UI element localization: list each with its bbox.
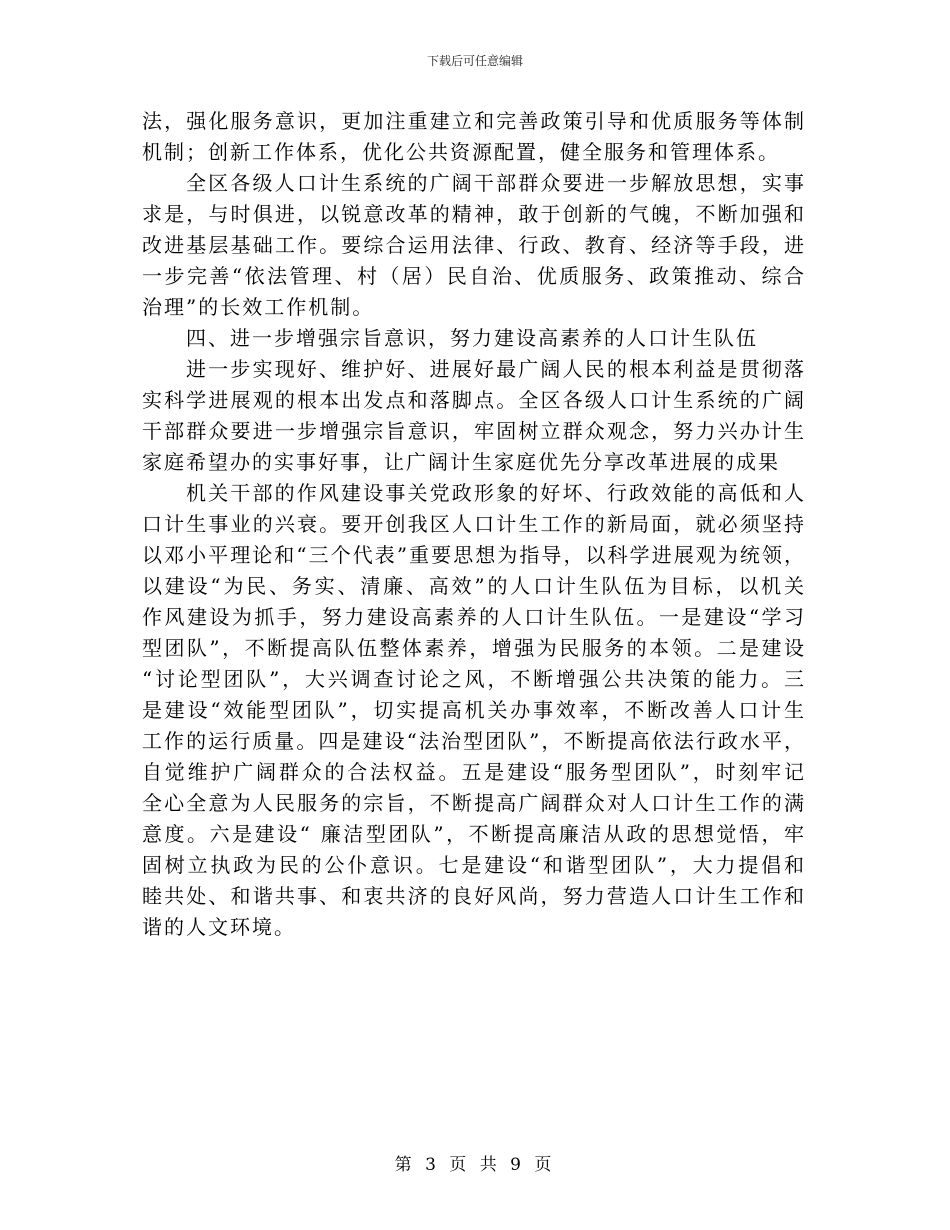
text-line: 睦共处、和谐共事、和衷共济的良好风尚，努力营造人口计生工作和 bbox=[142, 884, 806, 908]
text-line: 进一步实现好、维护好、进展好最广阔人民的根本利益是贯彻落 bbox=[186, 357, 806, 381]
text-line: 意度。六是建设“ 廉洁型团队”，不断提高廉洁从政的思想觉悟，牢 bbox=[142, 822, 806, 846]
text-line: 家庭希望办的实事好事，让广阔计生家庭优先分享改革进展的成果 bbox=[142, 450, 780, 474]
text-line: 机制；创新工作体系，优化公共资源配置，健全服务和管理体系。 bbox=[142, 140, 780, 164]
section-heading bbox=[142, 323, 806, 354]
text-line: 以建设“为民、务实、清廉、高效”的人口计生队伍为目标，以机关 bbox=[142, 574, 806, 598]
text-line: 干部群众要进一步增强宗旨意识，牢固树立群众观念，努力兴办计生 bbox=[142, 419, 806, 443]
text-line: 是建设“效能型团队”，切实提高机关办事效率，不断改善人口计生 bbox=[142, 698, 806, 722]
text-line: 全心全意为人民服务的宗旨，不断提高广阔群众对人口计生工作的满 bbox=[142, 791, 806, 815]
text-line: 以邓小平理论和“三个代表”重要思想为指导，以科学进展观为统领， bbox=[142, 543, 806, 567]
text-line: 口计生事业的兴衰。要开创我区人口计生工作的新局面，就必须坚持 bbox=[142, 512, 806, 536]
paragraph bbox=[142, 168, 806, 323]
text-line: 四、进一步增强宗旨意识，努力建设高素养的人口计生队伍 bbox=[186, 326, 758, 350]
text-line: 全区各级人口计生系统的广阔干部群众要进一步解放思想，实事 bbox=[186, 171, 806, 195]
paragraph bbox=[142, 478, 806, 943]
text-line: 求是，与时俱进，以锐意改革的精神，敢于创新的气魄，不断加强和 bbox=[142, 202, 806, 226]
page-number: 第 3 页 共 9 页 bbox=[394, 1155, 556, 1175]
text-line: 法，强化服务意识，更加注重建立和完善政策引导和优质服务等体制 bbox=[142, 109, 806, 133]
page-header: 下载后可任意编辑 bbox=[426, 54, 523, 68]
text-line: 工作的运行质量。四是建设“法治型团队”，不断提高依法行政水平， bbox=[142, 729, 806, 753]
paragraph bbox=[142, 106, 806, 168]
text-line: 谐的人文环境。 bbox=[142, 915, 296, 939]
text-line: 机关干部的作风建设事关党政形象的好坏、行政效能的高低和人 bbox=[186, 481, 806, 505]
text-line: “讨论型团队”，大兴调查讨论之风，不断增强公共决策的能力。三 bbox=[142, 667, 806, 691]
text-line: 固树立执政为民的公仆意识。七是建设“和谐型团队”，大力提倡和 bbox=[142, 853, 806, 877]
text-line: 实科学进展观的根本出发点和落脚点。全区各级人口计生系统的广阔 bbox=[142, 388, 806, 412]
text-line: 改进基层基础工作。要综合运用法律、行政、教育、经济等手段，进 bbox=[142, 233, 806, 257]
text-line: 型团队”，不断提高队伍整体素养，增强为民服务的本领。二是建设 bbox=[142, 636, 806, 660]
document-body bbox=[142, 106, 806, 943]
text-line: 一步完善“依法管理、村（居）民自治、优质服务、政策推动、综合 bbox=[142, 264, 806, 288]
paragraph bbox=[142, 354, 806, 478]
text-line: 治理”的长效工作机制。 bbox=[142, 295, 375, 319]
text-line: 自觉维护广阔群众的合法权益。五是建设“服务型团队”，时刻牢记 bbox=[142, 760, 806, 784]
text-line: 作风建设为抓手，努力建设高素养的人口计生队伍。一是建设“学习 bbox=[142, 605, 806, 629]
